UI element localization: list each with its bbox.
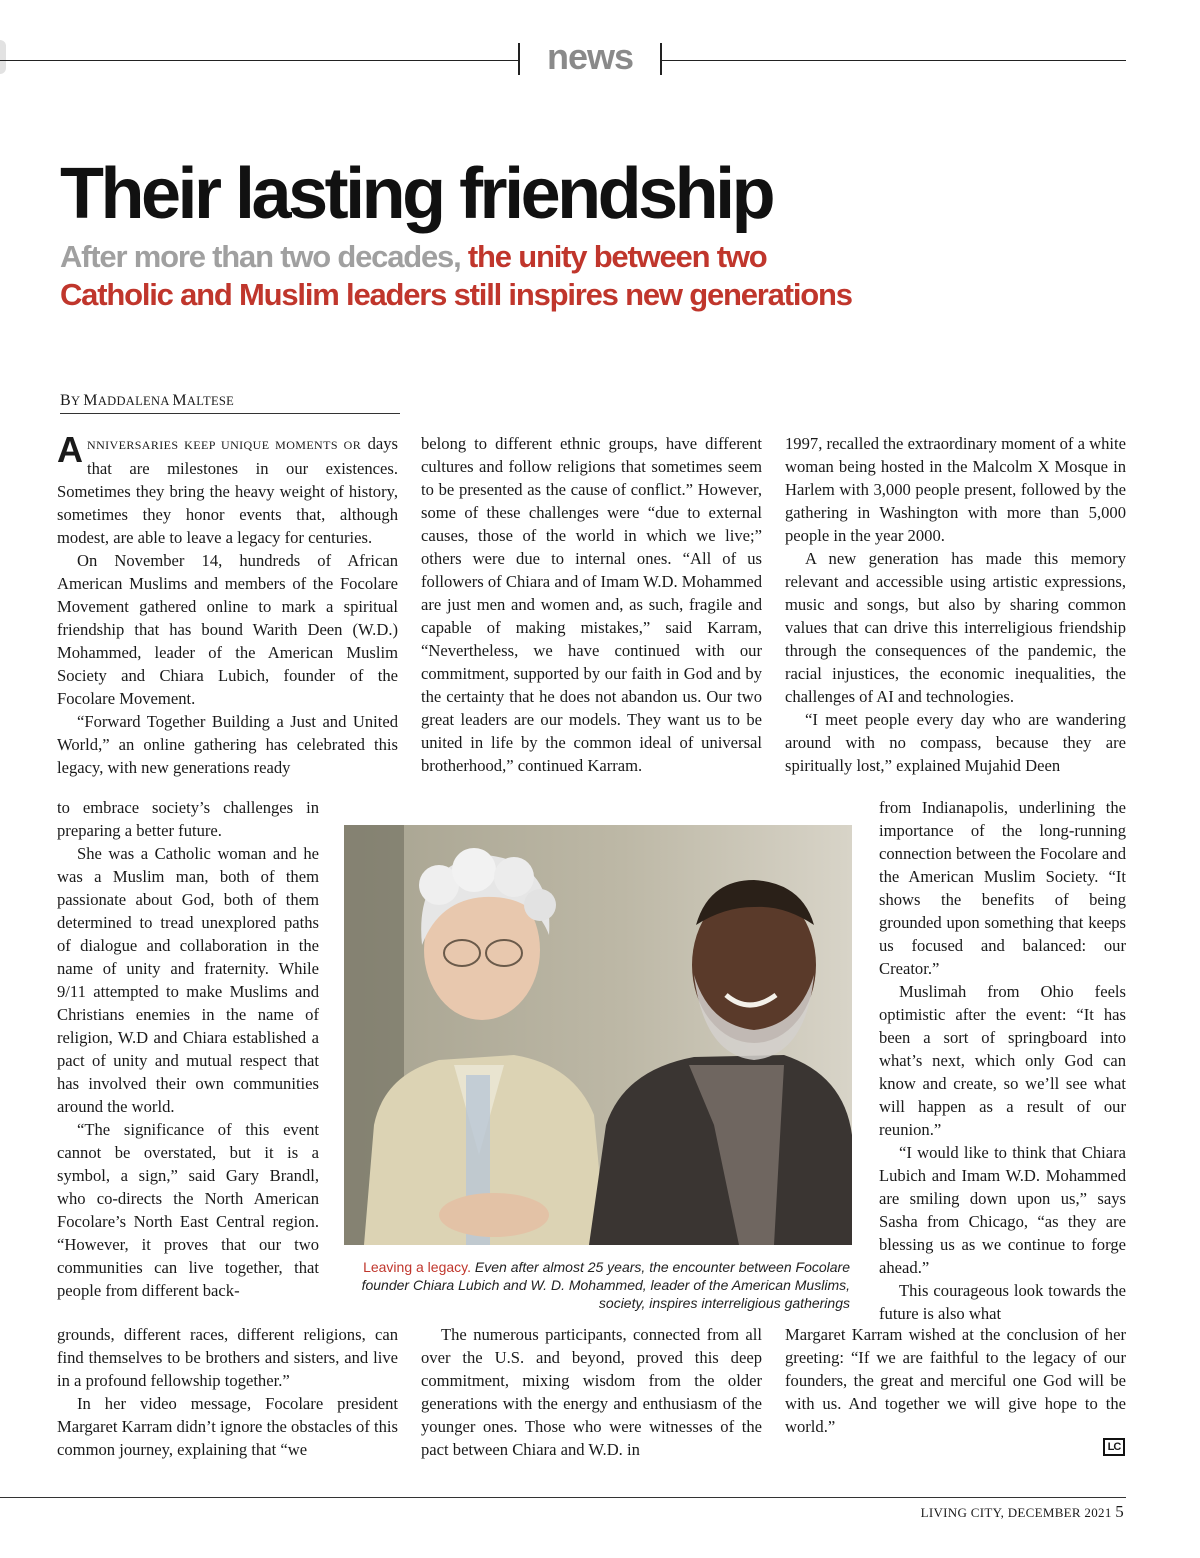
c3-paragraph-3b: from Indianapolis, underlining the importance of the long-running connection between the Focolare and the American Muslim Society. “It shows the benefits of being grounded upon something that keeps us focused and balanced: our Creator.” bbox=[879, 798, 1126, 978]
footer-rule bbox=[0, 1497, 1126, 1498]
header-tick-left bbox=[518, 43, 520, 75]
c1-paragraph-5a: “The significance of this event cannot be overstated, but it is a symbol, a sign,” said Gary Brandl, who co-directs the North American Focolare’s North East Central region. “However, it proves that our two communities can live together, that people from different back- bbox=[57, 1120, 319, 1300]
c3-paragraph-6b: Margaret Karram wished at the conclusion of her greeting: “If we are faithful to the legacy of our founders, the great and merciful one God will be with us. And together we will give hope to the world.” bbox=[785, 1325, 1126, 1436]
c1-paragraph-2: On November 14, hundreds of African American Muslims and members of the Focolare Movement gathered online to mark a spiritual friendship that has bound Warith Deen (W.D.) Mohammed, leader of the American Muslim Society and Chiara Lubich, founder of the Focolare Movement. bbox=[57, 551, 398, 708]
c3-paragraph-4: Muslimah from Ohio feels optimistic after the event: “It has been a sort of springboard into what’s next, which only God can know and create, so we’ll see what will happen as a result of our reunion.” bbox=[879, 982, 1126, 1139]
footer-publication: LIVING CITY, DECEMBER 2021 bbox=[920, 1505, 1112, 1520]
c1-paragraph-6: In her video message, Focolare president Margaret Karram didn’t ignore the obstacles of this common journey, explaining that “we bbox=[57, 1394, 398, 1459]
c2-paragraph-1: belong to different ethnic groups, have different cultures and follow religions that sometimes seem to be presented as the cause of conflict.” However, some of these challenges were “due to external causes, those of the world in which we live;” others were due to internal ones. “All of us followers of Chiara and of Imam W.D. Mohammed are just men and women and, as such, fragile and capable of making mistakes,” said Karram, “Nevertheless, we have continued with our commitment, supported by our faith in God and by the certainty that he does not abandon us. Our two great leaders are our models. They want us to be united in life by the common ideal of universal brotherhood,” continued Karram. bbox=[421, 434, 762, 775]
header-rule-left bbox=[0, 60, 518, 61]
header-rule-right bbox=[662, 60, 1126, 61]
c1-paragraph-3a: “Forward Together Building a Just and United World,” an online gathering has celebrated this legacy, with new generations ready bbox=[57, 712, 398, 777]
c1-paragraph-5b: grounds, different races, different religions, can find themselves to be brothers and sisters, and live in a profound fellowship together.” bbox=[57, 1325, 398, 1390]
byline-first: ADDALENA bbox=[97, 394, 173, 408]
column-3-narrow bbox=[879, 796, 1126, 1325]
c1-p1-text: days that are milestones in our existences. Sometimes they bring the heavy weight of history, sometimes they honor events that, although modest, are able to leave a legacy for centuries. bbox=[57, 434, 398, 547]
deck-red-line2: Catholic and Muslim leaders still inspires new generations bbox=[60, 277, 852, 312]
photo-illustration bbox=[344, 825, 852, 1245]
column-1-top bbox=[57, 429, 398, 779]
byline-m1: M bbox=[83, 392, 98, 409]
byline-m2: M bbox=[172, 392, 187, 409]
column-2-bottom bbox=[421, 1323, 762, 1461]
byline-last: ALTESE bbox=[186, 394, 235, 408]
column-3-bottom bbox=[785, 1323, 1126, 1438]
header-tick-right bbox=[660, 43, 662, 75]
deck-grey: After more than two decades, bbox=[60, 239, 461, 274]
c3-paragraph-3a: “I meet people every day who are wandering around with no compass, because they are spiritually lost,” explained Mujahid Deen bbox=[785, 710, 1126, 775]
c3-paragraph-6a: This courageous look towards the future is also what bbox=[879, 1281, 1126, 1323]
caption-text: Even after almost 25 years, the encounter between Focolare founder Chiara Lubich and W. D. Mohammed, leader of the American Muslims, society, inspires interreligious gatherings bbox=[361, 1259, 850, 1311]
byline bbox=[60, 392, 400, 414]
caption-lead: Leaving a legacy. bbox=[363, 1259, 471, 1275]
c1-paragraph-1 bbox=[57, 429, 398, 549]
page-number: 5 bbox=[1115, 1502, 1124, 1521]
c2-paragraph-2: The numerous participants, connected from all over the U.S. and beyond, proved this deep commitment, mixing wisdom from the older generations with the energy and enthusiasm of the younger ones. Those who were witnesses of the pact between Chiara and W.D. in bbox=[421, 1325, 762, 1459]
column-2-top bbox=[421, 432, 762, 777]
drop-cap: A bbox=[57, 429, 83, 470]
byline-y: Y bbox=[70, 394, 84, 408]
c3-paragraph-1: 1997, recalled the extraordinary moment of a white woman being hosted in the Malcolm X Mosque in Harlem with 3,000 people present, followed by the gathering in Washington with more than 5,000 people in the year 2000. bbox=[785, 434, 1126, 545]
end-mark-icon: LC bbox=[1103, 1438, 1125, 1456]
c1-paragraph-4: She was a Catholic woman and he was a Muslim man, both of them passionate about God, both of them determined to tread unexplored paths of dialogue and collaboration in the name of unity and fraternity. While 9/11 attempted to make Muslims and Christians enemies in the name of religion, W.D and Chiara established a pact of unity and mutual respect that has involved their own communities around the world. bbox=[57, 844, 319, 1116]
page-footer bbox=[921, 1502, 1124, 1522]
byline-b: B bbox=[60, 392, 71, 409]
column-1-narrow bbox=[57, 796, 319, 1302]
deck-red-line1: the unity between two bbox=[467, 239, 767, 274]
c3-paragraph-2: A new generation has made this memory relevant and accessible using artistic expressions, music and songs, but also by sharing common values that can drive this interreligious friendship through the consequences of the pandemic, the racial injustices, the economic inequalities, the challenges of AI and technologies. bbox=[785, 549, 1126, 706]
page-edge-mark bbox=[0, 40, 6, 74]
section-label: news bbox=[546, 36, 634, 77]
c1-p1-smallcaps: NNIVERSARIES KEEP UNIQUE MOMENTS OR bbox=[87, 438, 362, 452]
c3-paragraph-5: “I would like to think that Chiara Lubich and Imam W.D. Mohammed are smiling down upon us,” says Sasha from Chicago, “as they are blessing us as we continue to forge ahead.” bbox=[879, 1143, 1126, 1277]
article-deck bbox=[60, 238, 1060, 314]
article-photo bbox=[344, 825, 852, 1245]
article-title: Their lasting friendship bbox=[60, 154, 773, 234]
c1-paragraph-3b: to embrace society’s challenges in preparing a better future. bbox=[57, 798, 319, 840]
column-3-top bbox=[785, 432, 1126, 777]
column-1-bottom bbox=[57, 1323, 398, 1461]
photo-caption bbox=[344, 1258, 850, 1312]
